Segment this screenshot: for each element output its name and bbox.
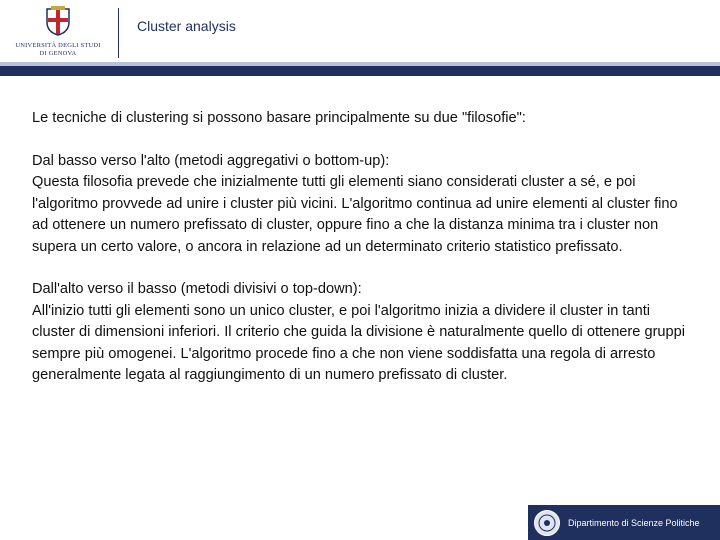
section1-heading: Dal basso verso l'alto (metodi aggregativi o bottom-up): <box>32 152 390 169</box>
university-logo <box>8 6 108 62</box>
footer-band <box>528 505 720 540</box>
header-band <box>0 66 720 76</box>
section2-heading: Dall'alto verso il basso (metodi divisivi o top-down): <box>32 281 362 297</box>
logo-text-line1: UNIVERSITÀ DEGLI STUDI <box>15 42 101 49</box>
logo-text-line2: DI GENOVA <box>39 50 77 57</box>
header <box>0 0 720 76</box>
slide-body <box>32 108 697 387</box>
slide-title: Cluster analysis <box>137 18 236 34</box>
intro-paragraph: Le tecniche di clustering si possono basare principalmente su due "filosofie": <box>32 110 526 126</box>
crest-icon <box>45 6 71 36</box>
department-name: Dipartimento di Scienze Politiche <box>568 518 700 528</box>
header-divider <box>118 8 119 58</box>
university-name <box>8 42 108 58</box>
department-seal-icon <box>534 510 560 536</box>
section1-body: Questa filosofia prevede che inizialmente tutti gli elementi siano considerati cluster a sé, e poi l'algoritmo provvede ad unire i cluster più vicini. L'algoritmo continua ad unire elementi al cluster fino ad ottenere un numero prefissato di cluster, oppure fino a che la distanza minima tra i cluster non supera un certo valore, o ancora in relazione ad un determinato criterio statistico prefissato. <box>32 174 678 255</box>
section2-body: All'inizio tutti gli elementi sono un unico cluster, e poi l'algoritmo inizia a dividere il cluster in tanti cluster di dimensioni inferiori. Il criterio che guida la divisione è naturalmente quello di ottenere gruppi sempre più omogenei. L'algoritmo procede fino a che non viene soddisfatta una regola di arresto generalmente legata al raggiungimento di un numero prefissato di cluster. <box>32 302 686 383</box>
